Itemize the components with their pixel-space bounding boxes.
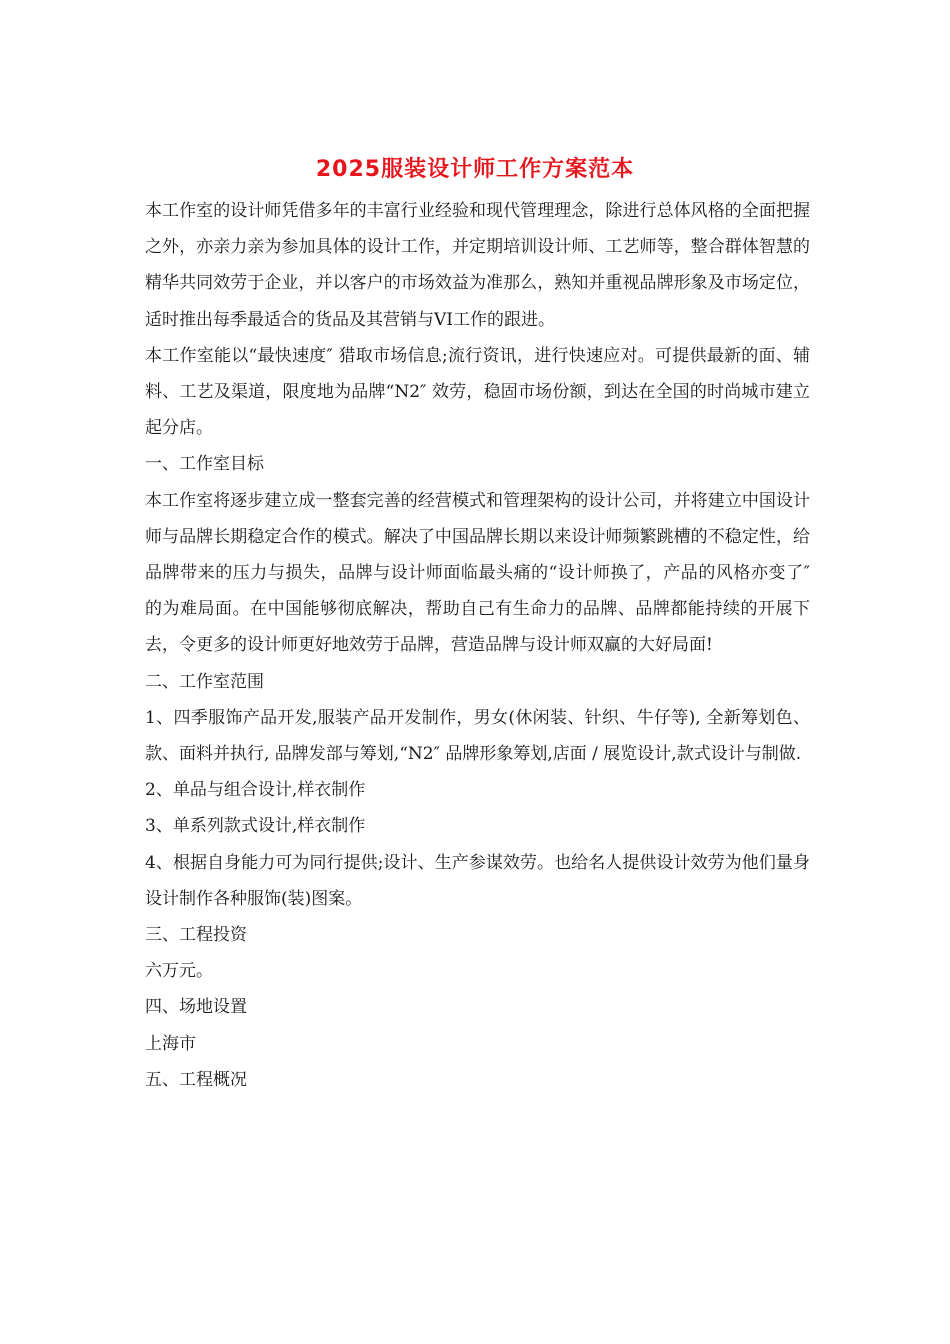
list-item-scope-2: 2、单品与组合设计,样衣制作 bbox=[145, 780, 366, 801]
document-body bbox=[145, 193, 810, 1098]
section-heading-scope: 二、工作室范围 bbox=[145, 671, 264, 692]
paragraph-intro: 本工作室的设计师凭借多年的丰富行业经验和现代管理理念，除进行总体风格的全面把握之外，亦亲力亲为参加具体的设计工作，并定期培训设计师、工艺师等，整合群体智慧的精华共同效劳于企业，并以客户的市场效益为准那么，熟知并重视品牌形象及市场定位，适时推出每季最适合的货品及其营销与VI工作的跟进。 bbox=[145, 201, 810, 330]
list-item-scope-1: 1、四季服饰产品开发,服装产品开发制作，男女(休闲装、针织、牛仔等), 全新筹划色、款、面料并执行, 品牌发部与筹划,“N2″ 品牌形象筹划,店面 / 展览设计,款式设计与制做. bbox=[145, 707, 810, 765]
paragraph-capability: 本工作室能以“最快速度″ 猎取市场信息;流行资讯，进行快速应对。可提供最新的面、辅料、工艺及渠道，限度地为品牌“N2″ 效劳，稳固市场份额，到达在全国的时尚城市建立起分店。 bbox=[145, 345, 810, 439]
paragraph-venue: 上海市 bbox=[145, 1033, 196, 1054]
document-title: 2025服装设计师工作方案范本 bbox=[315, 157, 635, 182]
paragraph-goals: 本工作室将逐步建立成一整套完善的经营模式和管理架构的设计公司，并将建立中国设计师与品牌长期稳定合作的模式。解决了中国品牌长期以来设计师频繁跳槽的不稳定性，给品牌带来的压力与损失，品牌与设计师面临最头痛的“设计师换了，产品的风格亦变了″ 的为难局面。在中国能够彻底解决，帮助自己有生命力的品牌、品牌都能持续的开展下去，令更多的设计师更好地效劳于品牌，营造品牌与设计师双赢的大好局面! bbox=[145, 490, 810, 656]
section-heading-investment: 三、工程投资 bbox=[145, 925, 247, 946]
section-heading-venue: 四、场地设置 bbox=[145, 997, 247, 1018]
list-item-scope-4: 4、根据自身能力可为同行提供;设计、生产参谋效劳。也给名人提供设计效劳为他们量身设计制作各种服饰(装)图案。 bbox=[145, 852, 810, 909]
list-item-scope-3: 3、单系列款式设计,样衣制作 bbox=[145, 816, 366, 837]
section-heading-overview: 五、工程概况 bbox=[145, 1069, 247, 1090]
paragraph-investment: 六万元。 bbox=[145, 961, 213, 982]
section-heading-goals: 一、工作室目标 bbox=[145, 454, 264, 475]
